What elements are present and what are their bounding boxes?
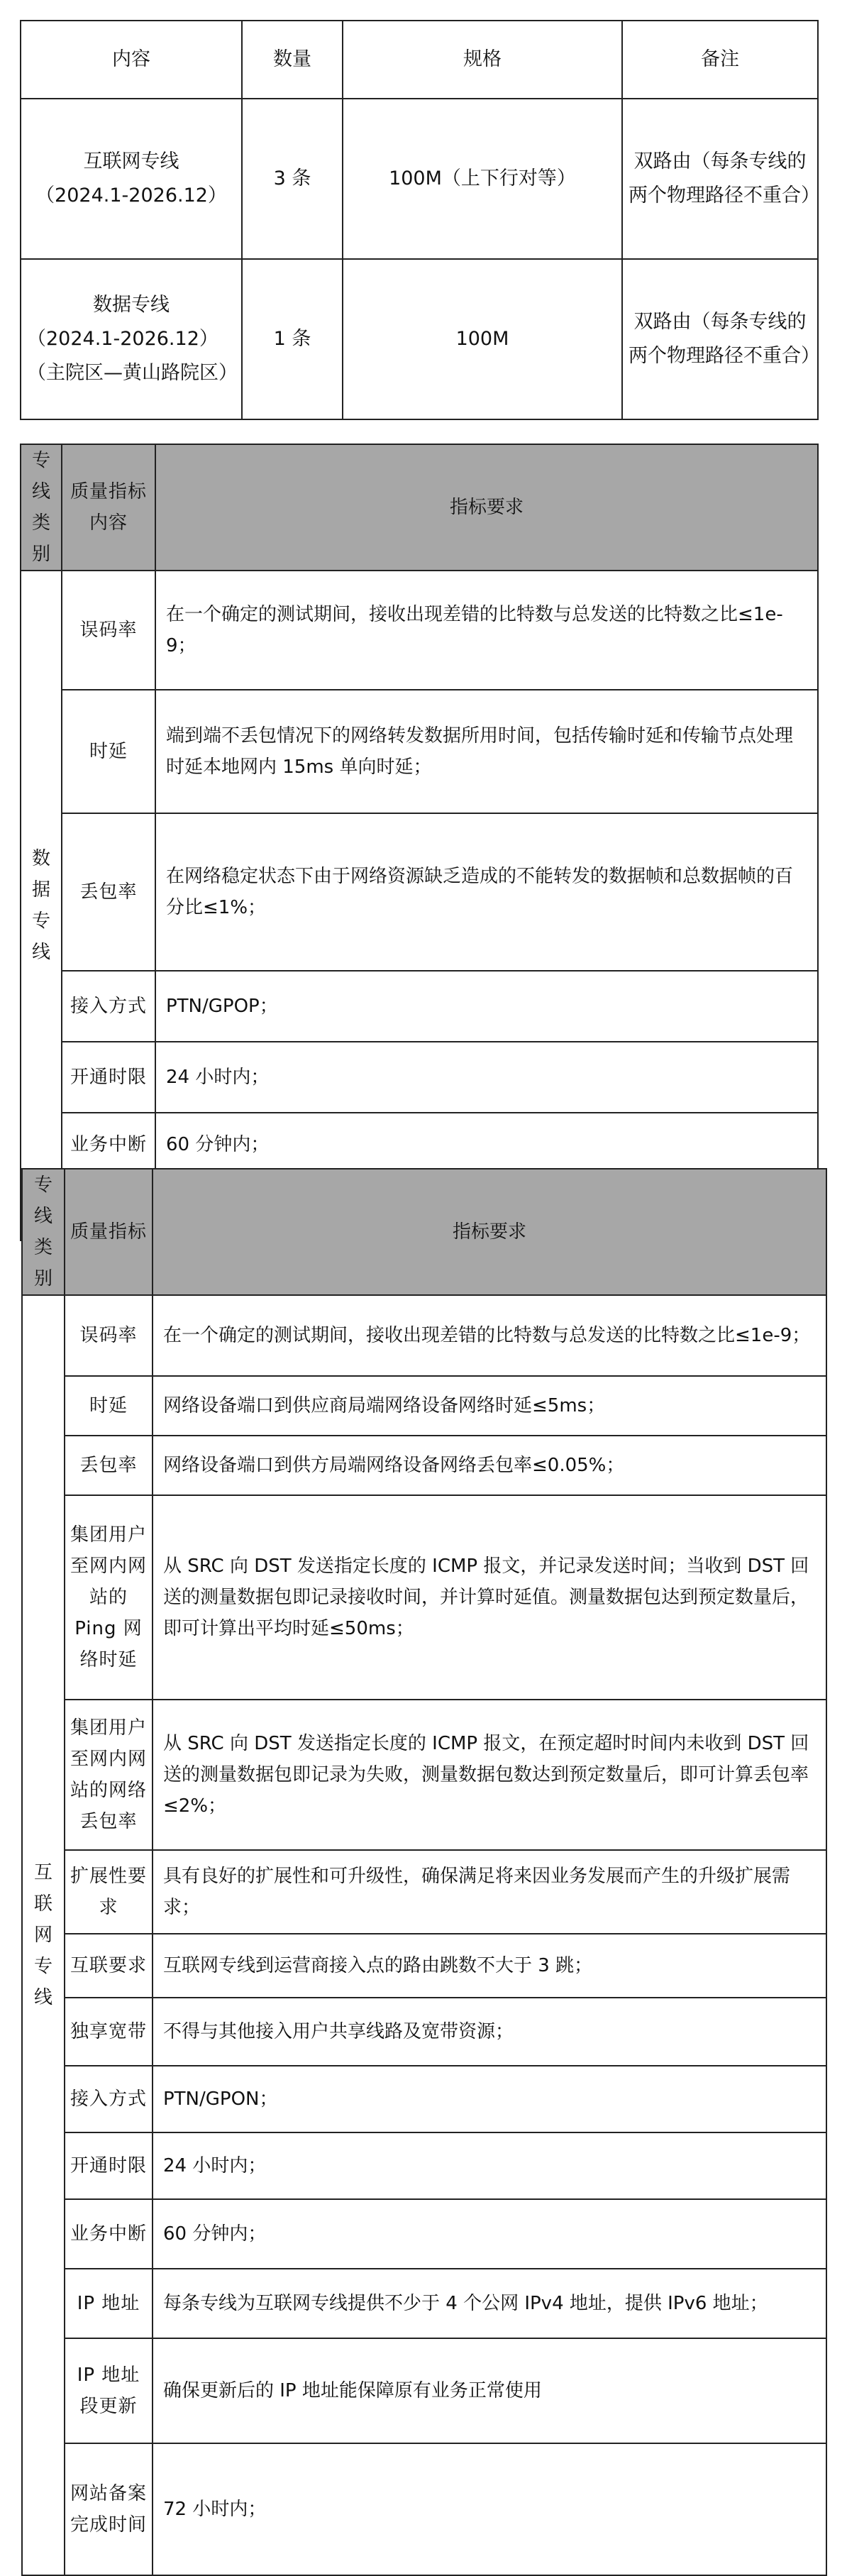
indicator-cell: IP 地址段更新 — [65, 2338, 153, 2443]
spec-cell: 100M — [343, 259, 622, 419]
indicator-cell: 开通时限 — [62, 1042, 155, 1113]
table-row — [22, 1295, 826, 1376]
content-name: 数据专线 — [93, 294, 170, 316]
table-row — [22, 2066, 826, 2132]
quantity-cell: 3 条 — [242, 99, 343, 259]
requirement-cell: 60 分钟内； — [153, 2199, 826, 2269]
table-row — [22, 2199, 826, 2269]
header-category: 专线类别 — [21, 444, 62, 571]
requirement-cell: 不得与其他接入用户共享线路及宽带资源； — [155, 1177, 818, 1240]
requirement-cell: 在网络稳定状态下由于网络资源缺乏造成的不能转发的数据帧和总数据帧的百分比≤1%； — [155, 813, 818, 971]
requirement-cell: 每条专线为互联网专线提供不少于 4 个公网 IPv4 地址，提供 IPv6 地址； — [153, 2269, 826, 2338]
requirement-cell: 确保更新后的 IP 地址能保障原有业务正常使用 — [153, 2338, 826, 2443]
indicator-cell: 业务中断 — [65, 2199, 153, 2269]
table-row — [21, 571, 818, 690]
indicator-cell: 误码率 — [62, 571, 155, 690]
internet-line-quality-table — [21, 1168, 827, 2576]
table-row — [22, 1436, 826, 1495]
header-category: 专线类别 — [22, 1169, 65, 1295]
indicator-cell: 时延 — [65, 1376, 153, 1436]
indicator-cell: IP 地址 — [65, 2269, 153, 2338]
requirement-cell: 24 小时内； — [153, 2132, 826, 2199]
table-row — [21, 259, 818, 419]
table-header-row — [22, 1169, 826, 1295]
table-row — [22, 1934, 826, 1998]
header-note: 备注 — [622, 21, 818, 99]
requirement-cell: 不得与其他接入用户共享线路及宽带资源； — [153, 1998, 826, 2066]
content-cell — [21, 259, 242, 419]
table-row — [21, 1042, 818, 1113]
requirement-cell: 网络设备端口到供应商局端网络设备网络时延≤5ms； — [153, 1376, 826, 1436]
table-row — [22, 1376, 826, 1436]
indicator-cell: 扩展性要求 — [65, 1850, 153, 1934]
requirement-cell: 互联网专线到运营商接入点的路由跳数不大于 3 跳； — [153, 1934, 826, 1998]
content-period: （2024.1-2026.12）（主院区—黄山路院区） — [27, 328, 238, 384]
table-row — [21, 971, 818, 1042]
requirement-cell: 在一个确定的测试期间，接收出现差错的比特数与总发送的比特数之比≤1e-9； — [153, 1295, 826, 1376]
indicator-cell: 业务中断 — [62, 1113, 155, 1177]
table-row — [21, 1113, 818, 1177]
indicator-cell: 集团用户至网内网站的 Ping 网络时延 — [65, 1495, 153, 1700]
indicator-cell: 时延 — [62, 690, 155, 813]
data-line-quality-table — [20, 444, 819, 1241]
content-cell — [21, 99, 242, 259]
spec-cell: 100M（上下行对等） — [343, 99, 622, 259]
content-period: （2024.1-2026.12） — [35, 185, 227, 207]
table-row — [22, 2443, 826, 2575]
indicator-cell: 接入方式 — [65, 2066, 153, 2132]
requirement-cell: 60 分钟内； — [155, 1113, 818, 1177]
header-indicator: 质量指标 — [65, 1169, 153, 1295]
table-row — [22, 2338, 826, 2443]
indicator-cell: 独享宽带 — [65, 1998, 153, 2066]
indicator-cell: 丢包率 — [62, 813, 155, 971]
category-cell: 数据专线 — [21, 571, 62, 1240]
table-row — [21, 690, 818, 813]
requirement-cell: 72 小时内； — [153, 2443, 826, 2575]
indicator-cell: 独享宽带 — [62, 1177, 155, 1240]
requirement-cell: 24 小时内； — [155, 1042, 818, 1113]
header-quantity: 数量 — [242, 21, 343, 99]
header-content: 内容 — [21, 21, 242, 99]
indicator-cell: 开通时限 — [65, 2132, 153, 2199]
note-cell: 双路由（每条专线的两个物理路径不重合） — [622, 99, 818, 259]
table-row — [22, 2269, 826, 2338]
requirement-cell: 网络设备端口到供方局端网络设备网络丢包率≤0.05%； — [153, 1436, 826, 1495]
requirement-cell: 在一个确定的测试期间，接收出现差错的比特数与总发送的比特数之比≤1e-9； — [155, 571, 818, 690]
table-row — [21, 99, 818, 259]
content-name: 互联网专线 — [83, 150, 179, 172]
table-row — [22, 1850, 826, 1934]
table-row — [22, 1998, 826, 2066]
requirement-cell: 端到端不丢包情况下的网络转发数据所用时间，包括传输时延和传输节点处理时延本地网内 15ms 单向时延； — [155, 690, 818, 813]
table-row — [22, 1495, 826, 1700]
requirement-cell: PTN/GPON； — [153, 2066, 826, 2132]
category-cell: 互联网专线 — [22, 1295, 65, 2575]
header-indicator: 质量指标内容 — [62, 444, 155, 571]
indicator-cell: 集团用户至网内网站的网络丢包率 — [65, 1700, 153, 1850]
table-header-row — [21, 444, 818, 571]
indicator-cell: 丢包率 — [65, 1436, 153, 1495]
requirement-cell: 从 SRC 向 DST 发送指定长度的 ICMP 报文，并记录发送时间；当收到 DST 回送的测量数据包即记录接收时间，并计算时延值。测量数据包达到预定数量后，即可计算出平均时延≤50ms； — [153, 1495, 826, 1700]
table-row — [22, 2132, 826, 2199]
service-summary-table — [20, 20, 819, 420]
note-cell: 双路由（每条专线的两个物理路径不重合） — [622, 259, 818, 419]
indicator-cell: 网站备案完成时间 — [65, 2443, 153, 2575]
table-row — [22, 1700, 826, 1850]
quantity-cell: 1 条 — [242, 259, 343, 419]
header-requirement: 指标要求 — [155, 444, 818, 571]
indicator-cell: 接入方式 — [62, 971, 155, 1042]
indicator-cell: 误码率 — [65, 1295, 153, 1376]
header-requirement: 指标要求 — [153, 1169, 826, 1295]
requirement-cell: PTN/GPOP； — [155, 971, 818, 1042]
table-header-row — [21, 21, 818, 99]
table-row — [21, 813, 818, 971]
requirement-cell: 从 SRC 向 DST 发送指定长度的 ICMP 报文，在预定超时时间内未收到 DST 回送的测量数据包即记录为失败，测量数据包数达到预定数量后，即可计算丢包率≤2%； — [153, 1700, 826, 1850]
requirement-cell: 具有良好的扩展性和可升级性，确保满足将来因业务发展而产生的升级扩展需求； — [153, 1850, 826, 1934]
indicator-cell: 互联要求 — [65, 1934, 153, 1998]
header-spec: 规格 — [343, 21, 622, 99]
